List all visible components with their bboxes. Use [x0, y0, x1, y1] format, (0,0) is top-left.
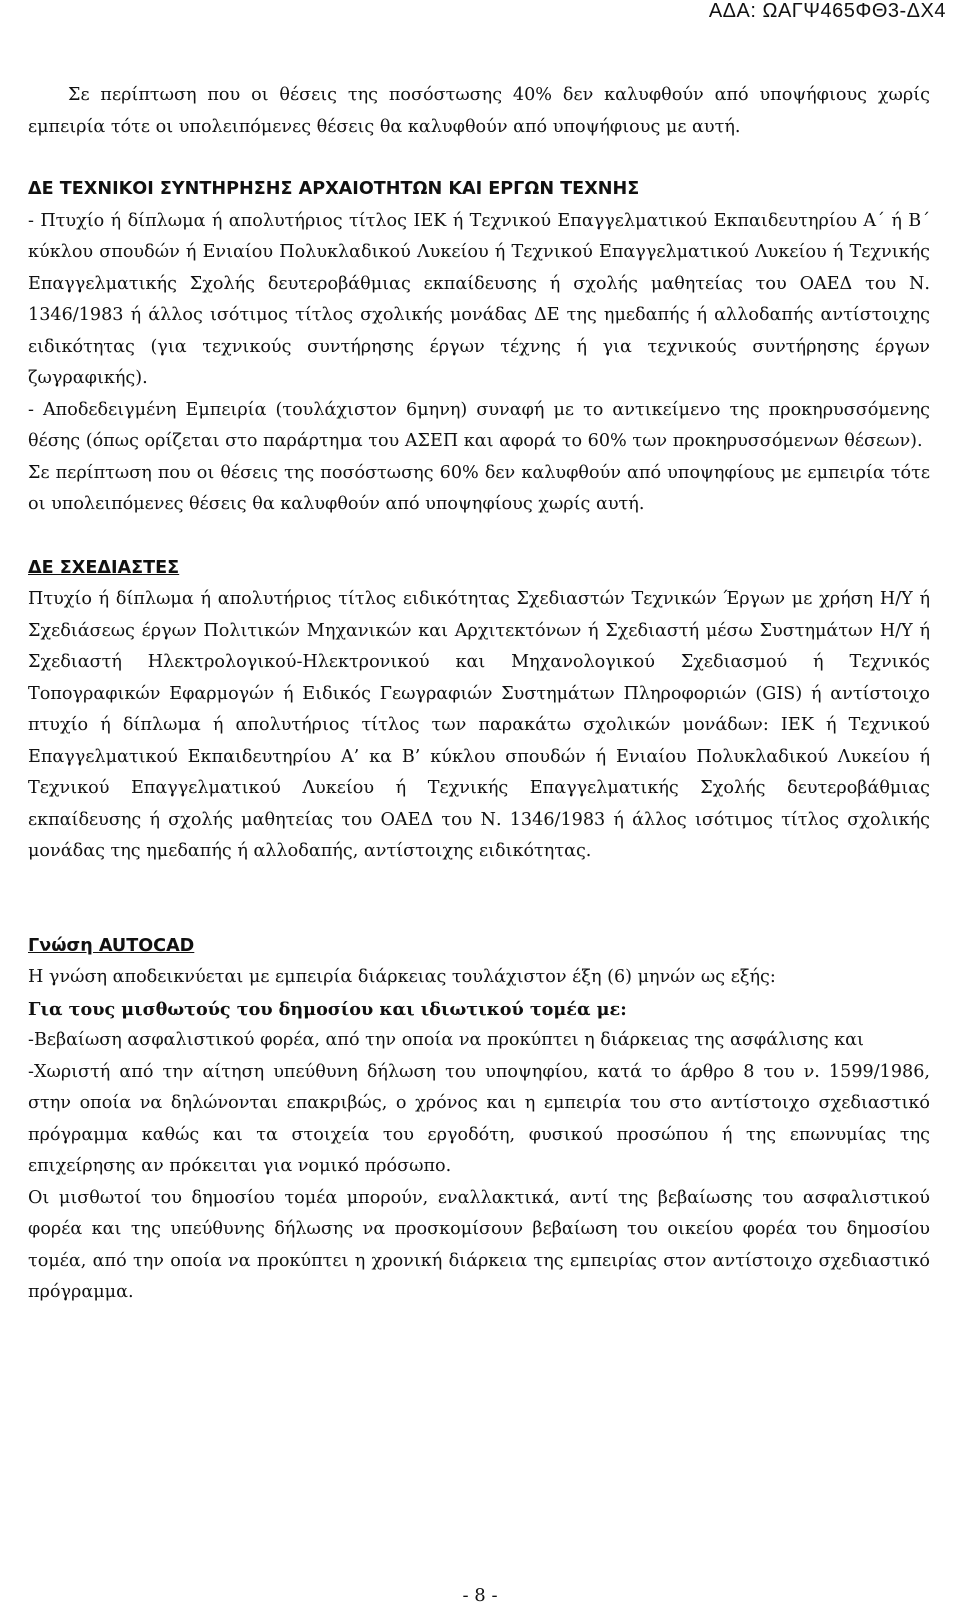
section1-paragraph-1: - Πτυχίο ή δίπλωμα ή απολυτήριος τίτλος ΙΕΚ ή Τεχνικού Επαγγελματικού Εκπαιδευτηρίου Α΄ ή Β΄ κύκλου σπουδών ή Ενιαίου Πολυκλαδικού Λυκείου ή Τεχνικού Επαγγελματικού Λυκείου ή Τεχνικής Επαγγελματικής Σχολής δευτεροβάθμιας εκπαίδευσης ή σχολής μαθητείας του ΟΑΕΔ του Ν. 1346/1983 ή άλλος ισότιμος τίτλος σχολικής μονάδας ΔΕ της ημεδαπής ή αλλοδαπής αντίστοιχης ειδικότητας (για τεχνικούς συντήρησης έργων τέχνης ή για τεχνικούς συντήρησης έργων ζωγραφικής).	[28, 210, 930, 388]
document-body	[28, 80, 930, 1309]
section-title-autocad: Γνώση AUTOCAD	[28, 935, 195, 956]
section-title-conservators: ΔΕ ΤΕΧΝΙΚΟΙ ΣΥΝΤΗΡΗΣΗΣ ΑΡΧΑΙΟΤΗΤΩΝ ΚΑΙ ΕΡΓΩΝ ΤΕΧΝΗΣ	[28, 179, 640, 199]
section3-paragraph-2: -Βεβαίωση ασφαλιστικού φορέα, από την οποία να προκύπτει η διάρκειας της ασφάλισης και	[28, 1030, 864, 1050]
section2-paragraph-1: Πτυχίο ή δίπλωμα ή απολυτήριος τίτλος ειδικότητας Σχεδιαστών Τεχνικών Έργων με χρήση Η/Υ ή Σχεδιάσεως έργων Πολιτικών Μηχανικών και Αρχιτεκτόνων ή Σχεδιαστή μέσω Συστημάτων Η/Υ ή Σχεδιαστή Ηλεκτρολογικού-Ηλεκτρονικού και Μηχανολογικού Σχεδιασμού ή Τεχνικός Τοπογραφικών Εφαρμογών ή Ειδικός Γεωγραφιών Συστημάτων Πληροφοριών (GIS) ή αντίστοιχο πτυχίο ή δίπλωμα ή απολυτήριος τίτλος των παρακάτω σχολικών μονάδων: ΙΕΚ ή Τεχνικού Επαγγελματικού Εκπαιδευτηρίου Α’ κα Β’ κύκλου σπουδών ή Ενιαίου Πολυκλαδικού Λυκείου ή Τεχνικού Επαγγελματικού Λυκείου ή Τεχνικής Επαγγελματικής Σχολής δευτεροβάθμιας εκπαίδευσης ή σχολής μαθητείας του ΟΑΕΔ του Ν. 1346/1983 ή άλλος ισότιμος τίτλος σχολικής μονάδας της ημεδαπής ή αλλοδαπής, αντίστοιχης ειδικότητας.	[28, 589, 930, 861]
section3-paragraph-1: Η γνώση αποδεικνύεται με εμπειρία διάρκειας τουλάχιστον έξη (6) μηνών ως εξής:	[28, 967, 776, 987]
section1-paragraph-2: - Αποδεδειγμένη Εμπειρία (τουλάχιστον 6μηνη) συναφή με το αντικείμενο της προκηρυσσόμενης θέσης (όπως ορίζεται στο παράρτημα του ΑΣΕΠ και αφορά το 60% των προκηρυσσόμενων θέσεων).	[28, 399, 930, 451]
section3-subtitle: Για τους μισθωτούς του δημοσίου και ιδιωτικού τομέα με:	[28, 998, 627, 1020]
page-number: - 8 -	[462, 1585, 498, 1606]
ada-code: ΑΔΑ: ΩΑΓΨ465ΦΘ3-ΔΧ4	[708, 0, 946, 22]
intro-paragraph: Σε περίπτωση που οι θέσεις της ποσόστωσης 40% δεν καλυφθούν από υποψήφιους χωρίς εμπειρία τότε οι υπολειπόμενες θέσεις θα καλυφθούν από υποψήφιους με αυτή.	[28, 85, 930, 137]
section1-paragraph-3: Σε περίπτωση που οι θέσεις της ποσόστωσης 60% δεν καλυφθούν από υποψηφίους με εμπειρία τότε οι υπολειπόμενες θέσεις θα καλυφθούν από υποψηφίους χωρίς αυτή.	[28, 462, 930, 514]
section3-paragraph-3: -Χωριστή από την αίτηση υπεύθυνη δήλωση του υποψηφίου, κατά το άρθρο 8 του ν. 1599/1986, στην οποία να δηλώνονται επακριβώς, ο χρόνος και η εμπειρία του στο αντίστοιχο σχεδιαστικό πρόγραμμα καθώς και τα στοιχεία του εργοδότη, φυσικού προσώπου ή της επωνυμίας της επιχείρησης αν πρόκειται για νομικό πρόσωπο.	[28, 1061, 930, 1176]
section3-paragraph-4: Οι μισθωτοί του δημοσίου τομέα μπορούν, εναλλακτικά, αντί της βεβαίωσης του ασφαλιστικού φορέα και της υπεύθυνης δήλωσης να προσκομίσουν βεβαίωση του οικείου φορέα του δημοσίου τομέα, από την οποία να προκύπτει η χρονική διάρκεια της εμπειρίας στον αντίστοιχο σχεδιαστικό πρόγραμμα.	[28, 1187, 930, 1302]
section-title-designers: ΔΕ ΣΧΕΔΙΑΣΤΕΣ	[28, 557, 180, 578]
